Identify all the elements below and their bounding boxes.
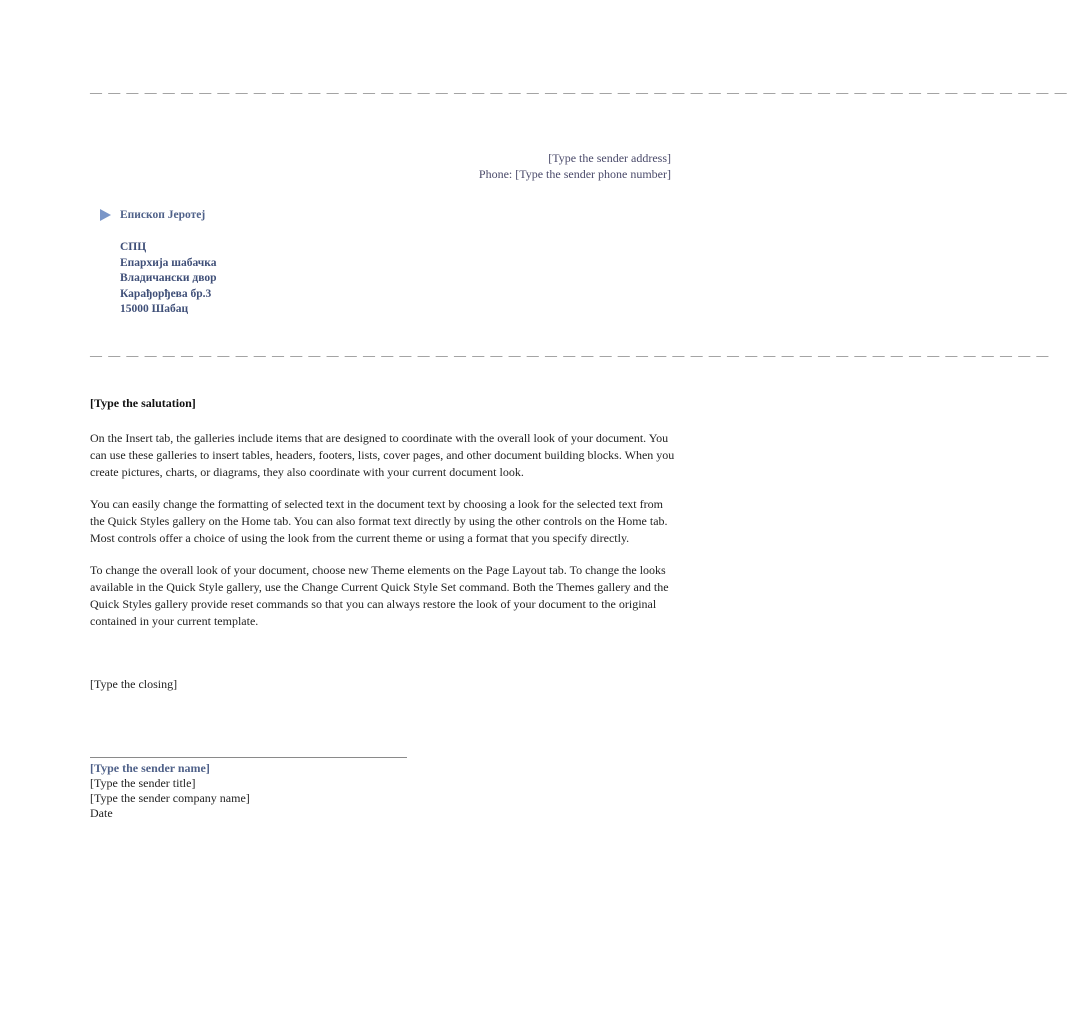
recipient-address-line: Карађорђева бр.3 (120, 287, 212, 300)
letter-body[interactable] (90, 430, 680, 645)
signature-block (90, 761, 250, 821)
recipient-address-line: 15000 Шабац (120, 303, 189, 315)
sender-phone[interactable]: Phone: [Type the sender phone number] (478, 167, 671, 181)
triangle-bullet-icon (100, 209, 111, 221)
top-dashed-rule: — — — — — — — — — — — — — — — — — — — — — — — — — — — — — — — — — — — — — — — — — — — — — — — — — — — — — — (90, 85, 1068, 99)
body-paragraph: On the Insert tab, the galleries include items that are designed to coordinate with the overall look of your document. You can use these galleries to insert tables, headers, footers, lists, cover pages, and other document building blocks. When you create pictures, charts, or diagrams, they also coordinate with your current document look. (90, 431, 675, 479)
date-field[interactable]: Date (90, 806, 113, 820)
sender-name[interactable]: [Type the sender name] (90, 761, 210, 775)
sender-address[interactable]: [Type the sender address] (548, 151, 671, 165)
body-paragraph: To change the overall look of your document, choose new Theme elements on the Page Layout tab. To change the looks available in the Quick Style gallery, use the Change Current Quick Style Set command. Both the Themes gallery and the Quick Styles gallery provide reset commands so that you can always restore the look of your document to the original contained in your current template. (90, 563, 669, 628)
recipient-address-line: Владичански двор (120, 272, 217, 284)
sender-company[interactable]: [Type the sender company name] (90, 791, 250, 805)
recipient-address[interactable] (120, 240, 217, 318)
closing[interactable]: [Type the closing] (90, 677, 178, 691)
sender-title[interactable]: [Type the sender title] (90, 776, 196, 790)
middle-dashed-rule: — — — — — — — — — — — — — — — — — — — — — — — — — — — — — — — — — — — — — — — — — — — — — — — — — — — — — (90, 348, 1050, 362)
recipient-address-line: СПЦ (120, 241, 147, 253)
recipient-block (100, 207, 217, 318)
recipient-address-line: Епархија шабачка (120, 256, 217, 269)
recipient-name[interactable]: Епископ Јеротеј (120, 209, 206, 221)
body-paragraph: You can easily change the formatting of selected text in the document text by choosing a look for the selected text from the Quick Styles gallery on the Home tab. You can also format text directly by using the other controls on the Home tab. Most controls offer a choice of using the look from the current theme or using a format that you specify directly. (90, 497, 668, 545)
salutation[interactable]: [Type the salutation] (90, 396, 196, 410)
sender-block (479, 150, 671, 182)
signature-line (90, 757, 407, 758)
recipient-name-row (100, 207, 217, 223)
